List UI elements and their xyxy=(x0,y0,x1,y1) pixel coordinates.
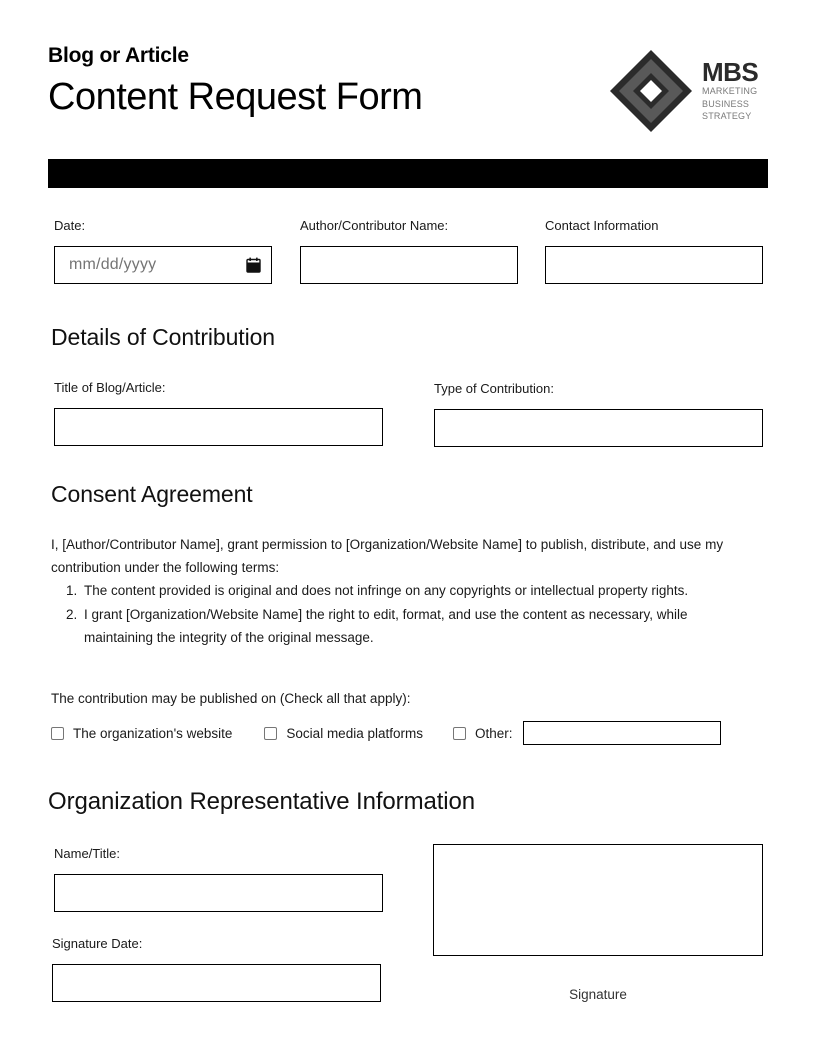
contact-label: Contact Information xyxy=(545,218,659,233)
consent-body xyxy=(51,533,757,649)
signature-date-input[interactable] xyxy=(52,964,381,1002)
checkbox-option-other[interactable] xyxy=(453,721,721,745)
checkbox-icon[interactable] xyxy=(51,727,64,740)
consent-term: 1. The content provided is original and does not infringe on any copyrights or intellectual property rights. xyxy=(81,579,757,602)
author-label: Author/Contributor Name: xyxy=(300,218,449,233)
other-text-input[interactable] xyxy=(523,721,721,745)
publish-prompt: The contribution may be published on (Check all that apply): xyxy=(51,691,411,706)
checkbox-option-social-media[interactable] xyxy=(264,726,423,741)
details-section-heading: Details of Contribution xyxy=(51,324,275,350)
form-eyebrow: Blog or Article xyxy=(48,44,189,67)
consent-intro: I, [Author/Contributor Name], grant permission to [Organization/Website Name] to publish, distribute, and use my contribution under the following terms: xyxy=(51,537,724,576)
publish-options-row xyxy=(51,722,761,744)
company-logo xyxy=(608,48,768,134)
author-input[interactable] xyxy=(300,246,518,284)
date-input[interactable] xyxy=(54,246,272,284)
checkbox-label: Social media platforms xyxy=(286,725,423,741)
contribution-type-input[interactable] xyxy=(434,409,763,447)
logo-name: MBS xyxy=(702,56,759,87)
diamond-logo-icon xyxy=(608,48,694,134)
blog-title-label: Title of Blog/Article: xyxy=(54,380,166,395)
checkbox-icon[interactable] xyxy=(264,727,277,740)
checkbox-label: Other: xyxy=(474,725,513,741)
signature-caption: Signature xyxy=(569,987,627,1002)
page-header xyxy=(48,44,768,144)
logo-wordmark xyxy=(702,56,759,123)
name-title-input[interactable] xyxy=(54,874,383,912)
calendar-icon[interactable] xyxy=(246,257,261,273)
logo-tagline-business: BUSINESS xyxy=(702,98,750,109)
contact-input[interactable] xyxy=(545,246,763,284)
consent-section-heading: Consent Agreement xyxy=(51,481,253,507)
header-divider-bar xyxy=(48,159,768,188)
representative-section-heading: Organization Representative Information xyxy=(48,788,475,815)
consent-term: 2. I grant [Organization/Website Name] the right to edit, format, and use the content as necessary, while maintaining the integrity of the original message. xyxy=(81,603,757,649)
signature-box[interactable] xyxy=(433,844,763,956)
date-label: Date: xyxy=(54,218,86,233)
contribution-type-label: Type of Contribution: xyxy=(434,381,554,396)
logo-tagline-strategy: STRATEGY xyxy=(702,111,752,122)
date-placeholder: mm/dd/yyyy xyxy=(69,256,157,273)
name-title-label: Name/Title: xyxy=(54,846,120,861)
checkbox-icon[interactable] xyxy=(453,727,466,740)
consent-terms-list xyxy=(51,579,757,649)
blog-title-input[interactable] xyxy=(54,408,383,446)
checkbox-option-organization-website[interactable] xyxy=(51,726,232,741)
signature-date-label: Signature Date: xyxy=(52,936,143,951)
page-title: Content Request Form xyxy=(48,76,423,119)
checkbox-label: The organization's website xyxy=(73,725,233,741)
logo-tagline-marketing: MARKETING xyxy=(702,85,758,96)
